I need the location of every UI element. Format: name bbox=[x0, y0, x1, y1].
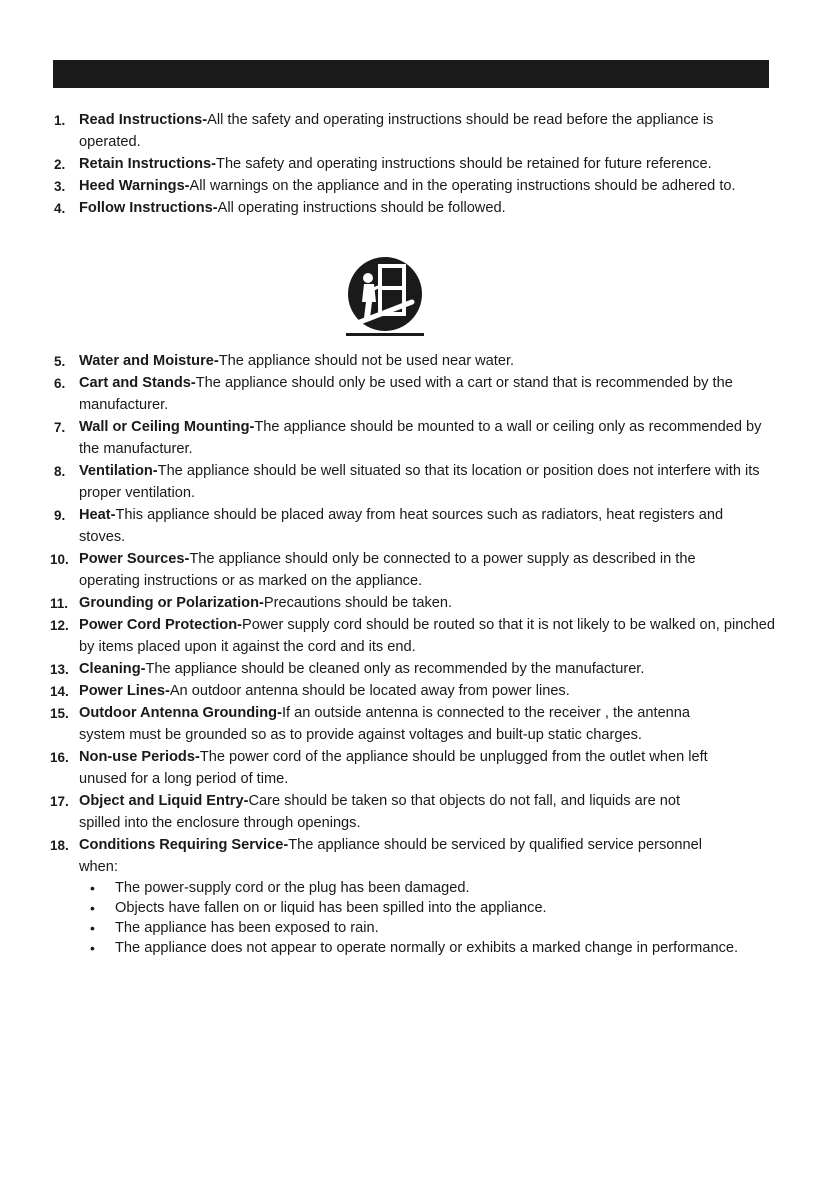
item-number: 8. bbox=[54, 464, 66, 479]
item-title: Non-use Periods- bbox=[79, 749, 200, 765]
item-number: 4. bbox=[54, 201, 66, 216]
list-item bbox=[0, 834, 779, 958]
item-title: Ventilation- bbox=[79, 463, 158, 479]
item-number: 17. bbox=[50, 794, 69, 809]
item-title: Heat- bbox=[79, 507, 116, 523]
item-number: 5. bbox=[54, 354, 66, 369]
item-title: Wall or Ceiling Mounting- bbox=[79, 419, 255, 435]
item-text: The appliance should be serviced by qualified service personnel when: bbox=[79, 837, 702, 875]
bullet-item bbox=[0, 918, 739, 938]
item-title: Power Cord Protection- bbox=[79, 617, 242, 633]
bullet-dot: • bbox=[90, 920, 95, 936]
item-number: 9. bbox=[54, 508, 66, 523]
bullet-text: The power-supply cord or the plug has been damaged. bbox=[115, 880, 470, 896]
service-conditions-list bbox=[0, 878, 739, 958]
bullet-dot: • bbox=[90, 900, 95, 916]
item-text: All operating instructions should be followed. bbox=[217, 200, 506, 216]
item-text: The power cord of the appliance should be unplugged from the outlet when left unused for a long period of time. bbox=[79, 749, 708, 787]
bullet-item bbox=[0, 878, 739, 898]
bullet-item bbox=[0, 898, 739, 918]
item-title: Heed Warnings- bbox=[79, 178, 190, 194]
list-item bbox=[0, 548, 779, 592]
item-text: The appliance should not be used near water. bbox=[218, 353, 515, 369]
cart-icon-person-head bbox=[363, 273, 373, 283]
item-title: Cleaning- bbox=[79, 661, 146, 677]
list-item bbox=[0, 680, 822, 702]
list-item bbox=[0, 592, 822, 614]
item-number: 15. bbox=[50, 706, 69, 721]
item-number: 12. bbox=[50, 618, 69, 633]
item-text: All warnings on the appliance and in the operating instructions should be adhered to. bbox=[189, 178, 736, 194]
item-title: Grounding or Polarization- bbox=[79, 595, 264, 611]
section-header-bar bbox=[53, 60, 769, 88]
list-item bbox=[0, 109, 809, 153]
cart-warning-icon bbox=[342, 256, 428, 338]
item-text: Precautions should be taken. bbox=[263, 595, 453, 611]
list-item bbox=[0, 350, 822, 372]
item-number: 7. bbox=[54, 420, 66, 435]
item-text: An outdoor antenna should be located away from power lines. bbox=[169, 683, 570, 699]
item-number: 18. bbox=[50, 838, 69, 853]
item-title: Cart and Stands- bbox=[79, 375, 196, 391]
list-item bbox=[0, 175, 809, 197]
item-title: Water and Moisture- bbox=[79, 353, 219, 369]
item-number: 13. bbox=[50, 662, 69, 677]
item-number: 6. bbox=[54, 376, 66, 391]
item-title: Object and Liquid Entry- bbox=[79, 793, 249, 809]
cart-icon-ground bbox=[346, 333, 424, 336]
bullet-item bbox=[0, 938, 739, 958]
list-item bbox=[0, 504, 779, 548]
list-item bbox=[0, 658, 822, 680]
item-title: Follow Instructions- bbox=[79, 200, 218, 216]
safety-instructions-list-part1 bbox=[0, 109, 822, 219]
item-title: Retain Instructions- bbox=[79, 156, 217, 172]
item-title: Read Instructions- bbox=[79, 112, 208, 128]
item-text: The appliance should be mounted to a wall or ceiling only as recommended by the manufacturer. bbox=[79, 419, 762, 457]
list-item bbox=[0, 153, 822, 175]
list-item bbox=[0, 460, 822, 504]
list-item bbox=[0, 416, 822, 460]
bullet-dot: • bbox=[90, 880, 95, 896]
item-number: 3. bbox=[54, 179, 66, 194]
item-text: The safety and operating instructions should be retained for future reference. bbox=[216, 156, 712, 172]
list-item bbox=[0, 614, 822, 658]
list-item bbox=[0, 372, 799, 416]
item-text: The appliance should only be connected to a power supply as described in the operating instructions or as marked on the appliance. bbox=[79, 551, 696, 589]
item-number: 1. bbox=[54, 113, 66, 128]
item-text: This appliance should be placed away from heat sources such as radiators, heat registers and stoves. bbox=[79, 507, 724, 545]
item-text: Care should be taken so that objects do not fall, and liquids are not spilled into the enclosure through openings. bbox=[79, 793, 681, 831]
safety-instructions-list-part2 bbox=[0, 350, 822, 958]
bullet-text: The appliance does not appear to operate normally or exhibits a marked change in performance. bbox=[115, 940, 739, 956]
list-item bbox=[0, 746, 789, 790]
item-text: All the safety and operating instructions should be read before the appliance is operated. bbox=[79, 112, 714, 150]
list-item bbox=[0, 197, 822, 219]
bullet-dot: • bbox=[90, 940, 95, 956]
item-number: 2. bbox=[54, 157, 66, 172]
bullet-text: Objects have fallen on or liquid has been spilled into the appliance. bbox=[115, 900, 547, 916]
item-text: The appliance should be cleaned only as recommended by the manufacturer. bbox=[145, 661, 645, 677]
bullet-text: The appliance has been exposed to rain. bbox=[115, 920, 379, 936]
item-text: The appliance should only be used with a cart or stand that is recommended by the manufacturer. bbox=[79, 375, 733, 413]
item-title: Power Lines- bbox=[79, 683, 170, 699]
list-item bbox=[0, 702, 769, 746]
item-number: 10. bbox=[50, 552, 69, 567]
item-text: If an outside antenna is connected to the receiver , the antenna system must be grounded so as to provide against voltages and built-up static charges. bbox=[79, 705, 691, 743]
item-number: 11. bbox=[50, 596, 69, 611]
cart-icon-screen bbox=[382, 268, 402, 286]
item-title: Outdoor Antenna Grounding- bbox=[79, 705, 282, 721]
item-number: 16. bbox=[50, 750, 69, 765]
item-text: The appliance should be well situated so that its location or position does not interfere with its proper ventilation. bbox=[79, 463, 760, 501]
item-title: Conditions Requiring Service- bbox=[79, 837, 289, 853]
item-number: 14. bbox=[50, 684, 69, 699]
item-title: Power Sources- bbox=[79, 551, 190, 567]
item-text: Power supply cord should be routed so that it is not likely to be walked on, pinched by items placed upon it against the cord and its end. bbox=[79, 617, 775, 655]
list-item bbox=[0, 790, 759, 834]
